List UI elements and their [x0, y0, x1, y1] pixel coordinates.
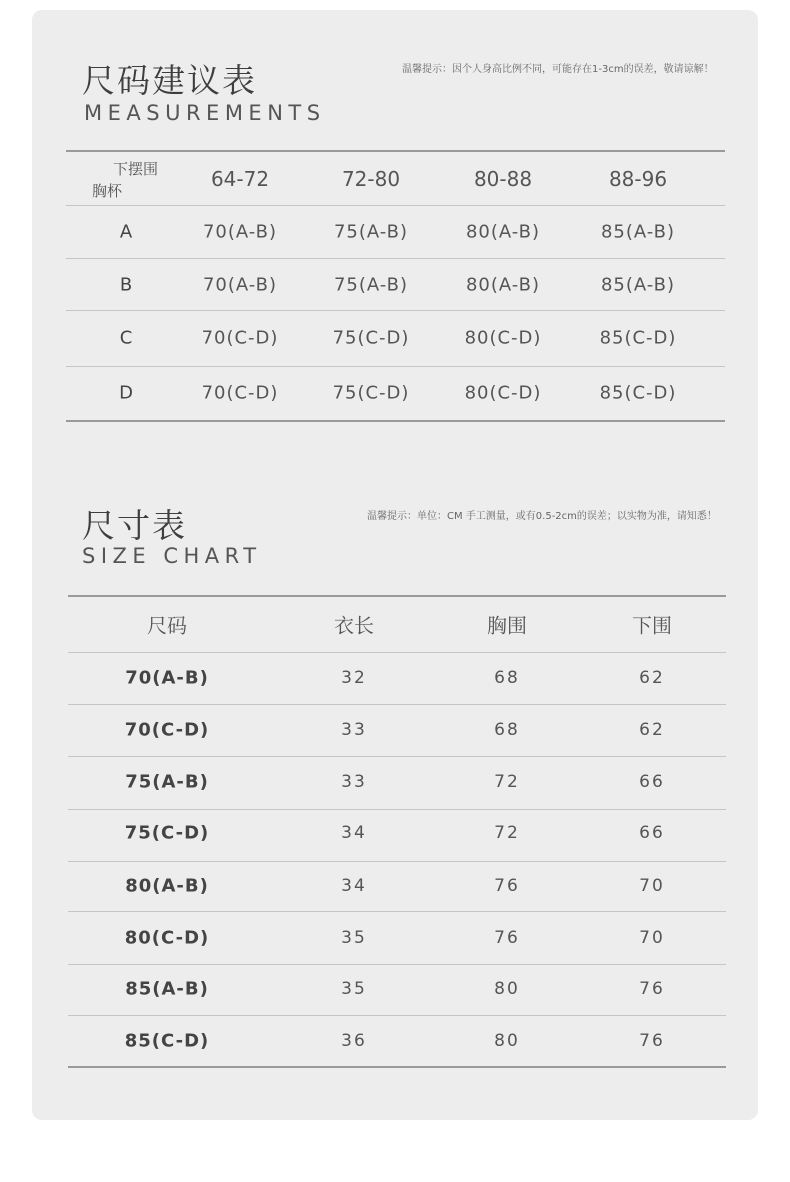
table-cell: 70(A-B) [202, 274, 278, 296]
table-rule [68, 911, 726, 912]
table-rule [66, 205, 725, 206]
column-header: 72-80 [341, 167, 401, 191]
table-rule [68, 964, 726, 965]
corner-header-top: 下摆围 [113, 160, 159, 178]
table-cell: 72 [494, 823, 520, 843]
table-cell: 75(C-D) [332, 382, 410, 404]
column-header: 尺码 [147, 613, 187, 638]
table-rule [68, 1066, 726, 1068]
table-cell: 70 [639, 876, 665, 896]
table-cell: 34 [341, 823, 367, 843]
column-header: 衣长 [334, 613, 374, 638]
table-rule [68, 595, 726, 597]
table-cell: 80(C-D) [464, 382, 542, 404]
table-cell: 85(C-D) [599, 382, 677, 404]
table-cell: 75(C-D) [332, 327, 410, 349]
table-cell: 80 [494, 1031, 520, 1051]
table-cell: 32 [341, 668, 367, 688]
table-rule [68, 652, 726, 653]
table-cell: 75(A-B) [333, 221, 409, 243]
column-header: 胸围 [487, 613, 527, 638]
table-cell: 35 [341, 928, 367, 948]
size-cell: 80(A-B) [125, 875, 209, 897]
table-cell: 70 [639, 928, 665, 948]
size-cell: 85(C-D) [124, 1030, 210, 1052]
table-cell: 68 [494, 720, 520, 740]
size-cell: 80(C-D) [124, 927, 210, 949]
table-cell: 68 [494, 668, 520, 688]
table-cell: 70(C-D) [201, 382, 279, 404]
table-cell: 85(A-B) [600, 221, 676, 243]
table-rule [68, 704, 726, 705]
column-header: 下围 [632, 613, 672, 638]
table-rule [68, 809, 726, 810]
table-cell: 62 [639, 720, 665, 740]
table-cell: 85(C-D) [599, 327, 677, 349]
size-chart-tip: 温馨提示：单位：CM 手工测量，或有0.5-2cm的误差；以实物为准，请知悉！ [367, 511, 717, 522]
size-chart-subtitle: SIZE CHART [82, 544, 262, 568]
table-cell: 80(A-B) [465, 274, 541, 296]
size-cell: 85(A-B) [125, 978, 209, 1000]
table-cell: 34 [341, 876, 367, 896]
table-rule [66, 310, 725, 311]
table-rule [68, 861, 726, 862]
corner-header-bottom: 胸杯 [92, 182, 123, 200]
table-cell: 80(A-B) [465, 221, 541, 243]
table-cell: 66 [639, 772, 665, 792]
size-cell: 75(A-B) [125, 771, 209, 793]
size-cell: 70(C-D) [124, 719, 210, 741]
column-header: 80-88 [473, 167, 533, 191]
table-cell: 72 [494, 772, 520, 792]
table-rule [66, 366, 725, 367]
table-cell: 76 [639, 979, 665, 999]
column-header: 88-96 [608, 167, 668, 191]
table-cell: 70(C-D) [201, 327, 279, 349]
table-cell: 76 [494, 876, 520, 896]
size-chart-title: 尺寸表 [82, 506, 187, 545]
table-cell: 66 [639, 823, 665, 843]
column-header: 64-72 [210, 167, 270, 191]
table-rule [68, 756, 726, 757]
table-cell: 80 [494, 979, 520, 999]
row-header: C [119, 327, 133, 349]
table-cell: 62 [639, 668, 665, 688]
row-header: D [119, 382, 133, 404]
table-cell: 80(C-D) [464, 327, 542, 349]
size-cell: 70(A-B) [125, 667, 209, 689]
size-cell: 75(C-D) [124, 822, 210, 844]
table-rule [66, 258, 725, 259]
table-cell: 75(A-B) [333, 274, 409, 296]
measurements-title: 尺码建议表 [82, 61, 257, 100]
measurements-subtitle: MEASUREMENTS [84, 101, 326, 125]
measurements-tip: 温馨提示：因个人身高比例不同，可能存在1-3cm的误差，敬请谅解！ [402, 64, 714, 75]
row-header: B [119, 274, 133, 296]
table-cell: 70(A-B) [202, 221, 278, 243]
table-cell: 76 [639, 1031, 665, 1051]
table-rule [68, 1015, 726, 1016]
table-cell: 85(A-B) [600, 274, 676, 296]
row-header: A [119, 221, 133, 243]
table-cell: 33 [341, 720, 367, 740]
table-rule [66, 420, 725, 422]
table-cell: 33 [341, 772, 367, 792]
table-cell: 76 [494, 928, 520, 948]
table-rule [66, 150, 725, 152]
table-cell: 35 [341, 979, 367, 999]
table-cell: 36 [341, 1031, 367, 1051]
